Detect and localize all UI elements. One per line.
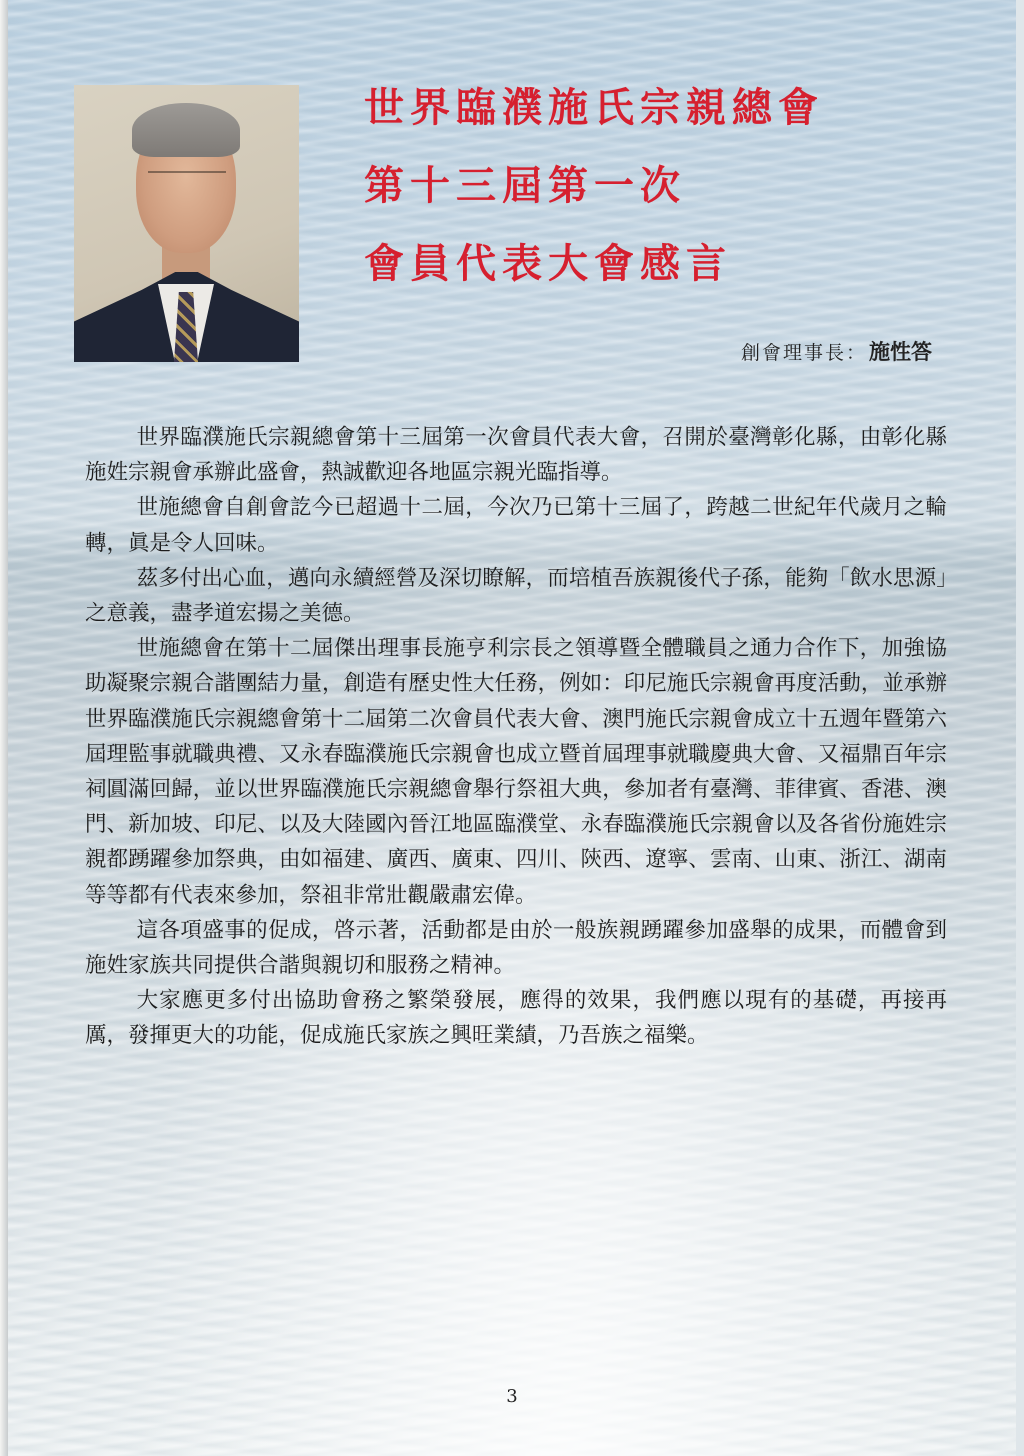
page-edge: [0, 0, 8, 1456]
portrait-hair: [132, 103, 240, 157]
author-name: 施性答: [869, 339, 932, 364]
article-body: [85, 420, 947, 1054]
paragraph: 世施總會自創會訖今已超過十二屆，今次乃已第十三屆了，跨越二世紀年代歲月之輪轉，眞是令人回味。: [85, 495, 947, 556]
page-number: 3: [506, 1386, 518, 1407]
paragraph: 這各項盛事的促成，啓示著，活動都是由於一般族親踴躍參加盛舉的成果，而體會到施姓家族共同提供合諧與親切和服務之精神。: [85, 917, 947, 979]
paragraph: 茲多付出心血，邁向永續經營及深切瞭解，而培植吾族親後代子孫，能夠「飲水思源」之意義，盡孝道宏揚之美德。: [85, 565, 947, 627]
paragraph: 世施總會在第十二屆傑出理事長施亨利宗長之領導暨全體職員之通力合作下，加強協助凝聚宗親合諧團結力量，創造有歷史性大任務，例如：印尼施氏宗親會再度活動，並承辦世界臨濮施氏宗親總會第十二屆第二次會員代表大會、澳門施氏宗親會成立十五週年暨第六屆理監事就職典禮、又永春臨濮施氏宗親會也成立暨首屆理事就職慶典大會、又福鼎百年宗祠圓滿回歸，並以世界臨濮施氏宗親總會舉行祭祖大典，參加者有臺灣、菲律賓、香港、澳門、新加坡、印尼、以及大陸國內晉江地區臨濮堂、永春臨濮施氏宗親會以及各省份施姓宗親都踴躍參加祭典，由如福建、廣西、廣東、四川、陝西、遼寧、雲南、山東、浙江、湖南等等都有代表來參加，祭祖非常壯觀嚴肅宏偉。: [85, 636, 947, 908]
author-byline: [741, 336, 932, 366]
author-role: 創會理事長：: [740, 342, 867, 364]
paragraph: 世界臨濮施氏宗親總會第十三屆第一次會員代表大會，召開於臺灣彰化縣，由彰化縣施姓宗親會承辦此盛會，熱誠歡迎各地區宗親光臨指導。: [85, 425, 947, 486]
paragraph: 大家應更多付出協助會務之繁榮發展，應得的效果，我們應以現有的基礎，再接再厲，發揮更大的功能，促成施氏家族之興旺業績，乃吾族之福樂。: [85, 988, 947, 1049]
title-line-2: 第十三屆第一次: [364, 163, 686, 209]
title-line-3: 會員代表大會感言: [364, 241, 732, 287]
portrait-glasses: [148, 171, 226, 191]
portrait-photo: [74, 85, 299, 362]
title-line-1: 世界臨濮施氏宗親總會: [364, 85, 824, 131]
document-page: [8, 0, 1016, 1456]
